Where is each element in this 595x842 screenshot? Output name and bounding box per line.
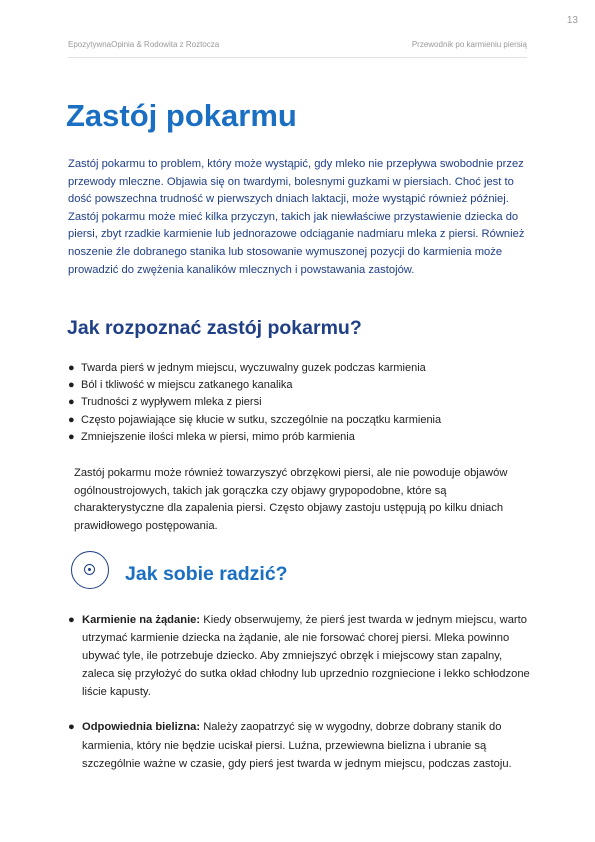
symptoms-note-paragraph: Zastój pokarmu może również towarzyszyć obrzękowi piersi, ale nie powoduje objawów ogólnoustrojowych, takich jak gorączka czy objawy grypopodobne, które są charakterystyczne dla zapalenia piersi. Często objawy zastoju ustępują po kilku dniach prawidłowego postępowania. [74, 467, 508, 532]
header-right: Przewodnik po karmieniu piersią [411, 40, 527, 49]
header-divider [68, 57, 527, 58]
list-item [68, 360, 441, 377]
list-item [68, 377, 441, 394]
section-heading-how-to-cope: Jak sobie radzić? [125, 563, 288, 585]
bullet-icon: ● [68, 614, 75, 626]
bullet-icon: ● [68, 362, 75, 374]
advice-list [68, 611, 530, 773]
target-icon [84, 564, 95, 575]
intro-paragraph: Zastój pokarmu to problem, który może wystąpić, gdy mleko nie przepływa swobodnie przez przewody mleczne. Objawia się on twardymi, bolesnymi guzkami w piersiach. Choć jest to dość powszechna trudność w pierwszych dniach laktacji, może wystąpić również później. Zastój pokarmu może mieć kilka przyczyn, takich jak niewłaściwe przystawienie dziecka do piersi, zbyt rzadkie karmienie lub jednorazowe odciąganie nadmiaru mleka z piersi. Również noszenie źle dobranego stanika lub stosowanie wymuszonej pozycji do karmienia może prowadzić do zwężenia kanalików mlecznych i powstawania zastojów. [68, 158, 525, 276]
symptom-list [68, 360, 441, 446]
bullet-icon: ● [68, 430, 75, 443]
section-heading-recognize: Jak rozpoznać zastój pokarmu? [67, 317, 362, 339]
page-number: 13 [566, 15, 578, 26]
list-item-text: Twarda pierś w jednym miejscu, wyczuwalny guzek podczas karmienia [81, 362, 426, 374]
advice-item [68, 718, 530, 772]
section-badge [71, 551, 109, 589]
advice-label: Odpowiednia bielizna: [82, 721, 201, 734]
bullet-icon: ● [68, 396, 75, 409]
list-item-text: Trudności z wypływem mleka z piersi [81, 396, 262, 409]
advice-text: Kiedy obserwujemy, że pierś jest twarda w jednym miejscu, warto utrzymać karmienie dziecka na żądanie, ale nie forsować chorej piersi. Mleka powinno ubywać tyle, ile potrzebuje dziecko. Aby zmniejszyć obrzęk i miejscowy stan zapalny, zaleca się przyłożyć do sutka okład chłodny lub uprzednio rozgniecione i lekko schłodzone liście kapusty. [82, 614, 530, 699]
header-left: EpozytywnaOpinia & Rodowita z Roztocza [68, 40, 220, 49]
list-item [68, 412, 441, 429]
advice-label: Karmienie na żądanie: [82, 614, 201, 626]
list-item-text: Często pojawiające się kłucie w sutku, szczególnie na początku karmienia [81, 413, 442, 426]
list-item [68, 394, 441, 411]
advice-text: Należy zaopatrzyć się w wygodny, dobrze dobrany stanik do karmienia, który nie będzie uciskał piersi. Luźna, przewiewna bielizna i ubranie są szczególnie ważne w czasie, gdy pierś jest twarda w jednym miejscu, podczas zastoju. [82, 721, 512, 770]
list-item-text: Zmniejszenie ilości mleka w piersi, mimo prób karmienia [81, 430, 355, 443]
bullet-icon: ● [68, 721, 75, 734]
bullet-icon: ● [68, 379, 75, 392]
list-item [68, 429, 441, 446]
page-title: Zastój pokarmu [66, 98, 297, 133]
bullet-icon: ● [68, 413, 75, 426]
list-item-text: Ból i tkliwość w miejscu zatkanego kanalika [81, 379, 293, 392]
advice-item [68, 611, 530, 701]
